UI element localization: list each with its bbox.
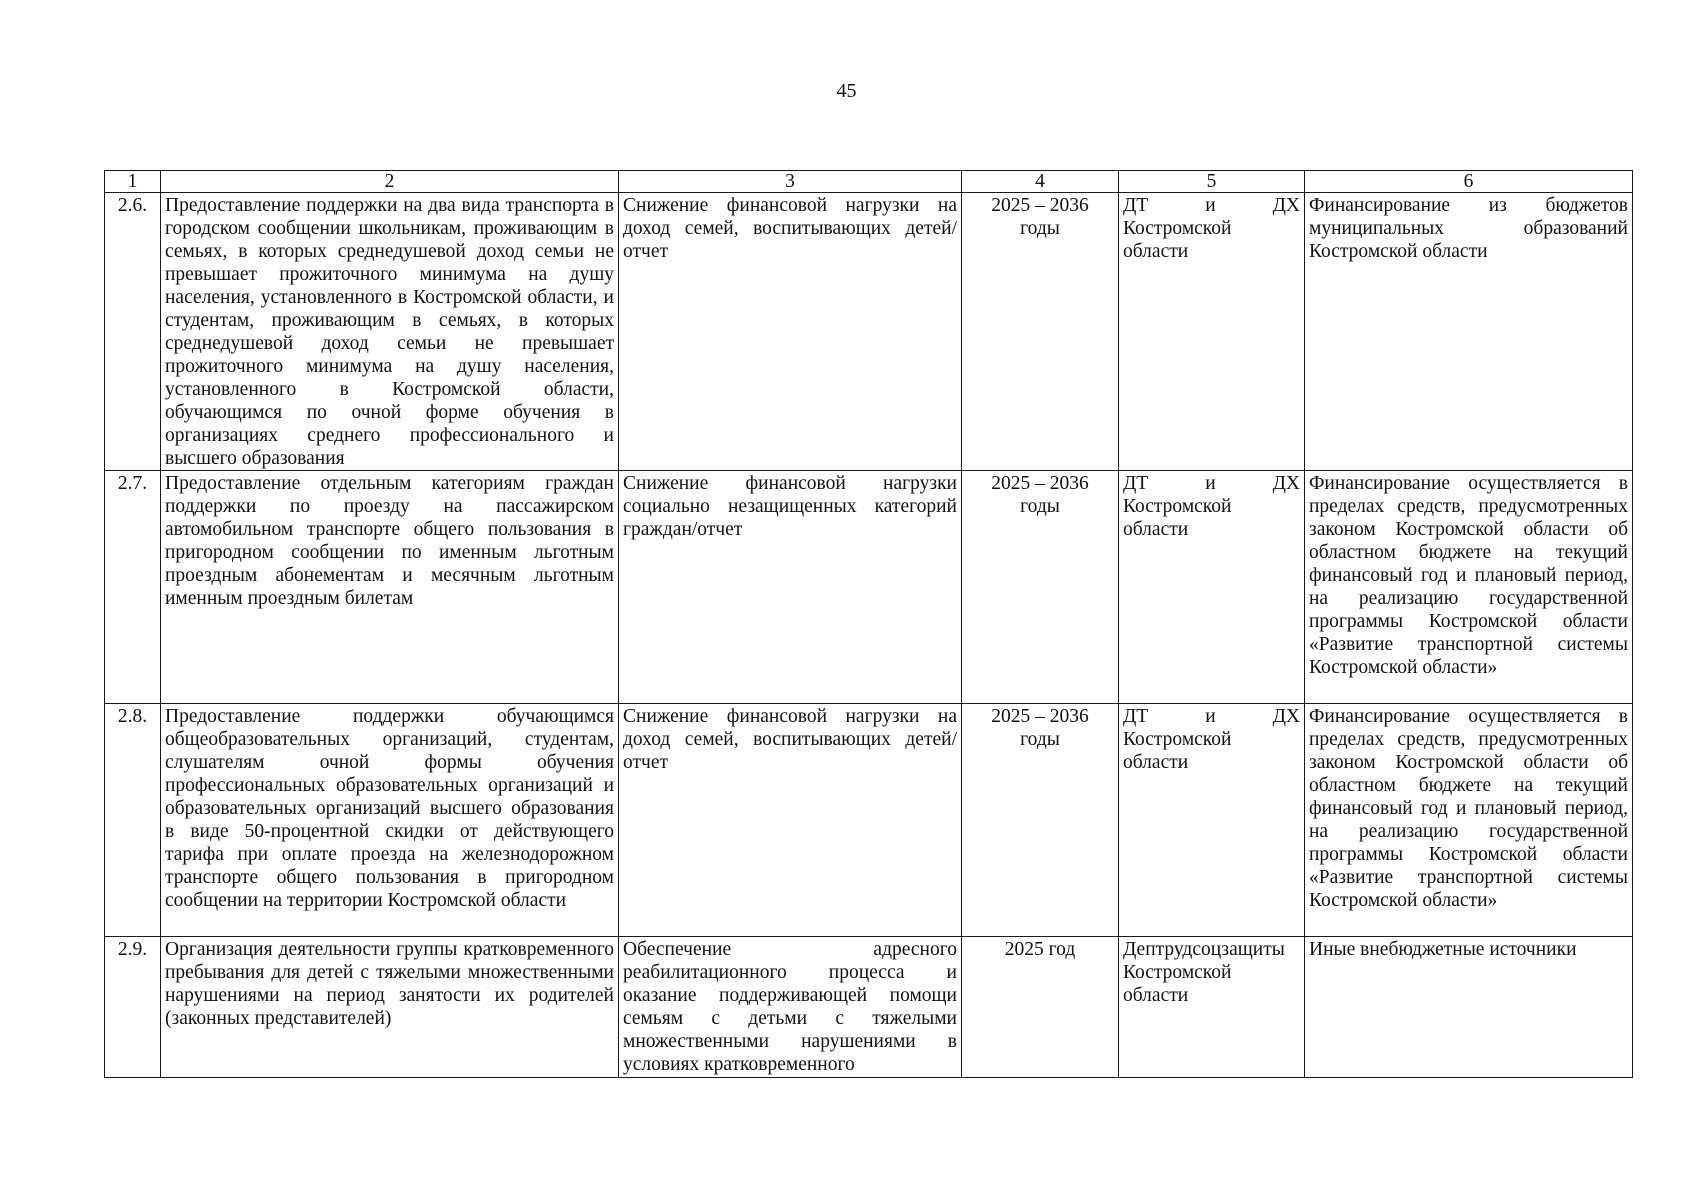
executor-b: ДХ [1272, 473, 1300, 494]
years-cell [962, 471, 1119, 704]
result-cell: Снижение финансовой нагрузки социально незащищенных категорий граждан/отчет [619, 471, 962, 704]
executor-cell [1119, 704, 1305, 937]
executor-line [1123, 705, 1300, 728]
executor-a: ДТ [1123, 706, 1149, 727]
measure-cell: Организация деятельности группы кратковременного пребывания для детей с тяжелыми множественными нарушениями на период занятости их родителей (законных представителей) [161, 937, 619, 1078]
years-cell [962, 193, 1119, 471]
executor-region: Костромской области [1123, 729, 1232, 773]
row-number: 2.9. [105, 937, 161, 1078]
result-cell: Снижение финансовой нагрузки на доход семей, воспитывающих детей/отчет [619, 704, 962, 937]
header-cell-2: 2 [161, 171, 619, 193]
row-number: 2.7. [105, 471, 161, 704]
header-cell-3: 3 [619, 171, 962, 193]
row-number: 2.8. [105, 704, 161, 937]
years-range: 2025 – 2036 [991, 473, 1089, 494]
funding-cell: Финансирование из бюджетов муниципальных образований Костромской области [1305, 193, 1633, 471]
result-cell: Обеспечение адресного реабилитационного процесса и оказание поддерживающей помощи семьям с детьми с тяжелыми множественными нарушениями в условиях кратковременного [619, 937, 962, 1078]
executor-b: ДХ [1272, 195, 1300, 216]
executor-line [1123, 194, 1300, 217]
executor-region: Костромской области [1123, 218, 1232, 262]
executor-b: ДХ [1272, 706, 1300, 727]
table-row [105, 471, 1633, 704]
header-cell-1: 1 [105, 171, 161, 193]
row-number: 2.6. [105, 193, 161, 471]
executor-cell [1119, 193, 1305, 471]
funding-cell: Иные внебюджетные источники [1305, 937, 1633, 1078]
executor-line [1123, 472, 1300, 495]
page-number: 45 [836, 80, 857, 102]
result-cell: Снижение финансовой нагрузки на доход семей, воспитывающих детей/отчет [619, 193, 962, 471]
funding-cell: Финансирование осуществляется в пределах средств, предусмотренных законом Костромской области об областном бюджете на текущий финансовый год и плановый период, на реализацию государственной программы Костромской области «Развитие транспортной системы Костромской области» [1305, 471, 1633, 704]
header-cell-5: 5 [1119, 171, 1305, 193]
executor-cell [1119, 471, 1305, 704]
measures-table [104, 170, 1633, 1078]
years-range: 2025 – 2036 [991, 706, 1089, 727]
header-cell-4: 4 [962, 171, 1119, 193]
table-header-row [105, 171, 1633, 193]
measure-cell: Предоставление поддержки на два вида транспорта в городском сообщении школьникам, проживающим в семьях, в которых среднедушевой доход семьи не превышает прожиточного минимума на душу населения, установленного в Костромской области, и студентам, проживающим в семьях, в которых среднедушевой доход семьи не превышает прожиточного минимума на душу населения, установленного в Костромской области, обучающимся по очной форме обучения в организациях среднего профессионального и высшего образования [161, 193, 619, 471]
years-cell [962, 704, 1119, 937]
years-word: годы [1020, 729, 1060, 750]
table-row [105, 937, 1633, 1078]
years-cell [962, 937, 1119, 1078]
executor-cell: Дептрудсоцзащиты Костромской области [1119, 937, 1305, 1078]
funding-cell: Финансирование осуществляется в пределах средств, предусмотренных законом Костромской области об областном бюджете на текущий финансовый год и плановый период, на реализацию государственной программы Костромской области «Развитие транспортной системы Костромской области» [1305, 704, 1633, 937]
measure-cell: Предоставление поддержки обучающимся общеобразовательных организаций, студентам, слушателям очной формы обучения профессиональных образовательных организаций и образовательных организаций высшего образования в виде 50-процентной скидки от действующего тарифа при оплате проезда на железнодорожном транспорте общего пользования в пригородном сообщении на территории Костромской области [161, 704, 619, 937]
executor-a: ДТ [1123, 195, 1149, 216]
executor-and: и [1205, 706, 1216, 727]
years-word: годы [1020, 218, 1060, 239]
measure-cell: Предоставление отдельным категориям граждан поддержки по проезду на пассажирском автомобильном транспорте общего пользования в пригородном сообщении по именным льготным проездным абонементам и месячным льготным именным проездным билетам [161, 471, 619, 704]
executor-and: и [1205, 195, 1216, 216]
executor-a: ДТ [1123, 473, 1149, 494]
years-range: 2025 – 2036 [991, 195, 1089, 216]
years-range: 2025 год [1004, 939, 1076, 960]
table-row [105, 704, 1633, 937]
executor-region: Костромской области [1123, 496, 1232, 540]
years-word: годы [1020, 496, 1060, 517]
table-row [105, 193, 1633, 471]
header-cell-6: 6 [1305, 171, 1633, 193]
executor-and: и [1205, 473, 1216, 494]
